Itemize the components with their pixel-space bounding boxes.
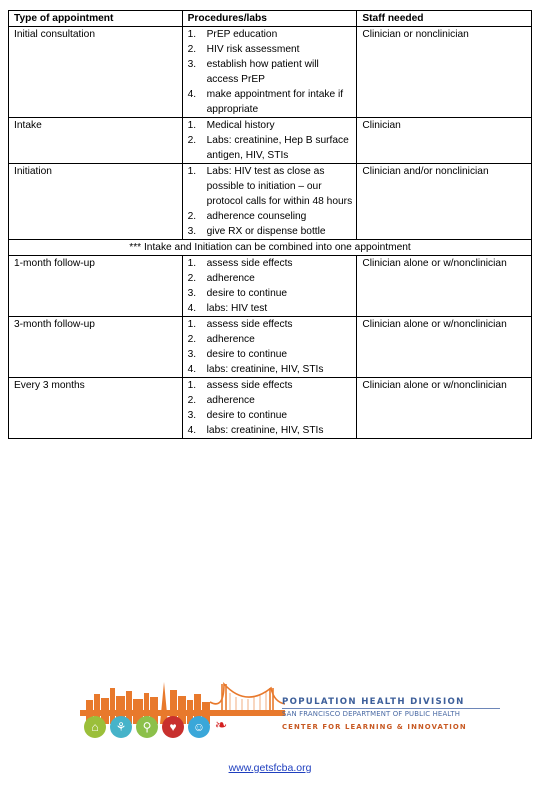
procedure-number: 1. (187, 29, 197, 40)
procedure-number: 4. (187, 364, 197, 375)
staff-needed: Clinician alone or w/nonclinician (357, 256, 532, 317)
procedure-text: labs: creatinine, HIV, STIs (206, 364, 324, 375)
procedure-number: 1. (187, 166, 197, 177)
procedure-number: 2. (187, 44, 197, 55)
org-department: SAN FRANCISCO DEPARTMENT OF PUBLIC HEALTH (282, 708, 500, 718)
procedure-number: 3. (187, 349, 197, 360)
procedure-item (188, 332, 353, 347)
staff-needed: Clinician alone or w/nonclinician (357, 317, 532, 378)
procedure-item (188, 271, 353, 286)
procedures-list (188, 118, 353, 163)
procedure-item (188, 347, 353, 362)
procedure-item (188, 393, 353, 408)
procedure-item (188, 362, 353, 377)
procedure-text: Labs: HIV test as close as possible to initiation – our protocol calls for within 48 hours (206, 166, 353, 207)
procedure-text: give RX or dispense bottle (206, 226, 326, 237)
keyhole-icon: ⚲ (136, 716, 158, 738)
procedures-cell (182, 317, 357, 378)
procedure-number: 1. (187, 319, 197, 330)
header-procedures: Procedures/labs (182, 11, 357, 27)
procedure-number: 2. (187, 211, 197, 222)
procedure-number: 2. (187, 135, 197, 146)
procedure-text: Medical history (206, 120, 275, 131)
appointment-type: 1-month follow-up (9, 256, 183, 317)
organization-name (282, 697, 500, 731)
procedures-cell (182, 164, 357, 240)
procedure-number: 4. (187, 89, 197, 100)
procedure-number: 1. (187, 258, 197, 269)
table-row (9, 27, 532, 118)
procedure-item (188, 118, 353, 133)
awareness-ribbon-icon: ❧ (214, 717, 228, 734)
procedure-text: PrEP education (206, 29, 278, 40)
procedure-number: 1. (187, 380, 197, 391)
procedure-item (188, 286, 353, 301)
procedure-text: adherence (206, 395, 255, 406)
table-row (9, 256, 532, 317)
procedure-number: 4. (187, 425, 197, 436)
procedure-text: adherence counseling (206, 211, 307, 222)
appointment-type: Initial consultation (9, 27, 183, 118)
procedure-item (188, 224, 353, 239)
procedures-list (188, 27, 353, 117)
appointment-table (8, 10, 532, 439)
procedure-text: desire to continue (206, 288, 288, 299)
procedure-text: desire to continue (206, 410, 288, 421)
staff-needed: Clinician or nonclinician (357, 27, 532, 118)
procedure-text: assess side effects (206, 258, 293, 269)
heart-icon: ♥ (162, 716, 184, 738)
procedure-number: 2. (187, 395, 197, 406)
website-link[interactable]: www.getsfcba.org (228, 762, 312, 774)
procedure-number: 3. (187, 410, 197, 421)
appointment-type: Initiation (9, 164, 183, 240)
palm-tree-icon: ⚘ (110, 716, 132, 738)
procedures-cell (182, 118, 357, 164)
procedure-text: Labs: creatinine, Hep B surface antigen, HIV, STIs (206, 135, 349, 161)
table-header-row (9, 11, 532, 27)
table-row (9, 317, 532, 378)
procedure-item (188, 27, 353, 42)
procedure-text: HIV risk assessment (206, 44, 300, 55)
header-staff: Staff needed (357, 11, 532, 27)
procedures-list (188, 378, 353, 438)
appointment-type: Every 3 months (9, 378, 183, 439)
appointment-type: 3-month follow-up (9, 317, 183, 378)
header-type: Type of appointment (9, 11, 183, 27)
logo-icon-row (84, 716, 228, 738)
procedure-number: 3. (187, 226, 197, 237)
procedure-text: assess side effects (206, 380, 293, 391)
procedure-text: labs: creatinine, HIV, STIs (206, 425, 324, 436)
procedures-list (188, 256, 353, 316)
procedure-item (188, 133, 353, 163)
procedure-item (188, 209, 353, 224)
procedure-number: 2. (187, 273, 197, 284)
procedures-cell (182, 27, 357, 118)
note-row (9, 240, 532, 256)
staff-needed: Clinician and/or nonclinician (357, 164, 532, 240)
procedures-cell (182, 378, 357, 439)
procedures-list (188, 164, 353, 239)
procedure-number: 1. (187, 120, 197, 131)
staff-needed: Clinician alone or w/nonclinician (357, 378, 532, 439)
org-division: POPULATION HEALTH DIVISION (282, 697, 465, 707)
procedure-item (188, 408, 353, 423)
procedure-text: make appointment for intake if appropriate (206, 89, 344, 115)
procedure-item (188, 378, 353, 393)
house-icon: ⌂ (84, 716, 106, 738)
combined-appointment-note: *** Intake and Initiation can be combined into one appointment (9, 240, 532, 256)
procedure-item (188, 57, 353, 87)
procedure-text: desire to continue (206, 349, 288, 360)
procedure-item (188, 423, 353, 438)
procedure-item (188, 164, 353, 209)
procedure-text: adherence (206, 334, 255, 345)
procedures-list (188, 317, 353, 377)
table-row (9, 118, 532, 164)
procedure-text: adherence (206, 273, 255, 284)
table-row (9, 164, 532, 240)
procedure-number: 2. (187, 334, 197, 345)
procedures-cell (182, 256, 357, 317)
procedure-item (188, 256, 353, 271)
procedure-text: establish how patient will access PrEP (206, 59, 319, 85)
footer-logo (80, 680, 500, 744)
staff-needed: Clinician (357, 118, 532, 164)
table-row (9, 378, 532, 439)
org-center: CENTER FOR LEARNING & INNOVATION (282, 723, 467, 731)
procedure-number: 3. (187, 59, 197, 70)
procedure-text: labs: HIV test (206, 303, 268, 314)
procedure-text: assess side effects (206, 319, 293, 330)
procedure-item (188, 42, 353, 57)
procedure-number: 4. (187, 303, 197, 314)
procedure-item (188, 317, 353, 332)
procedure-item (188, 87, 353, 117)
procedure-number: 3. (187, 288, 197, 299)
appointment-type: Intake (9, 118, 183, 164)
procedure-item (188, 301, 353, 316)
mother-child-icon: ☺ (188, 716, 210, 738)
